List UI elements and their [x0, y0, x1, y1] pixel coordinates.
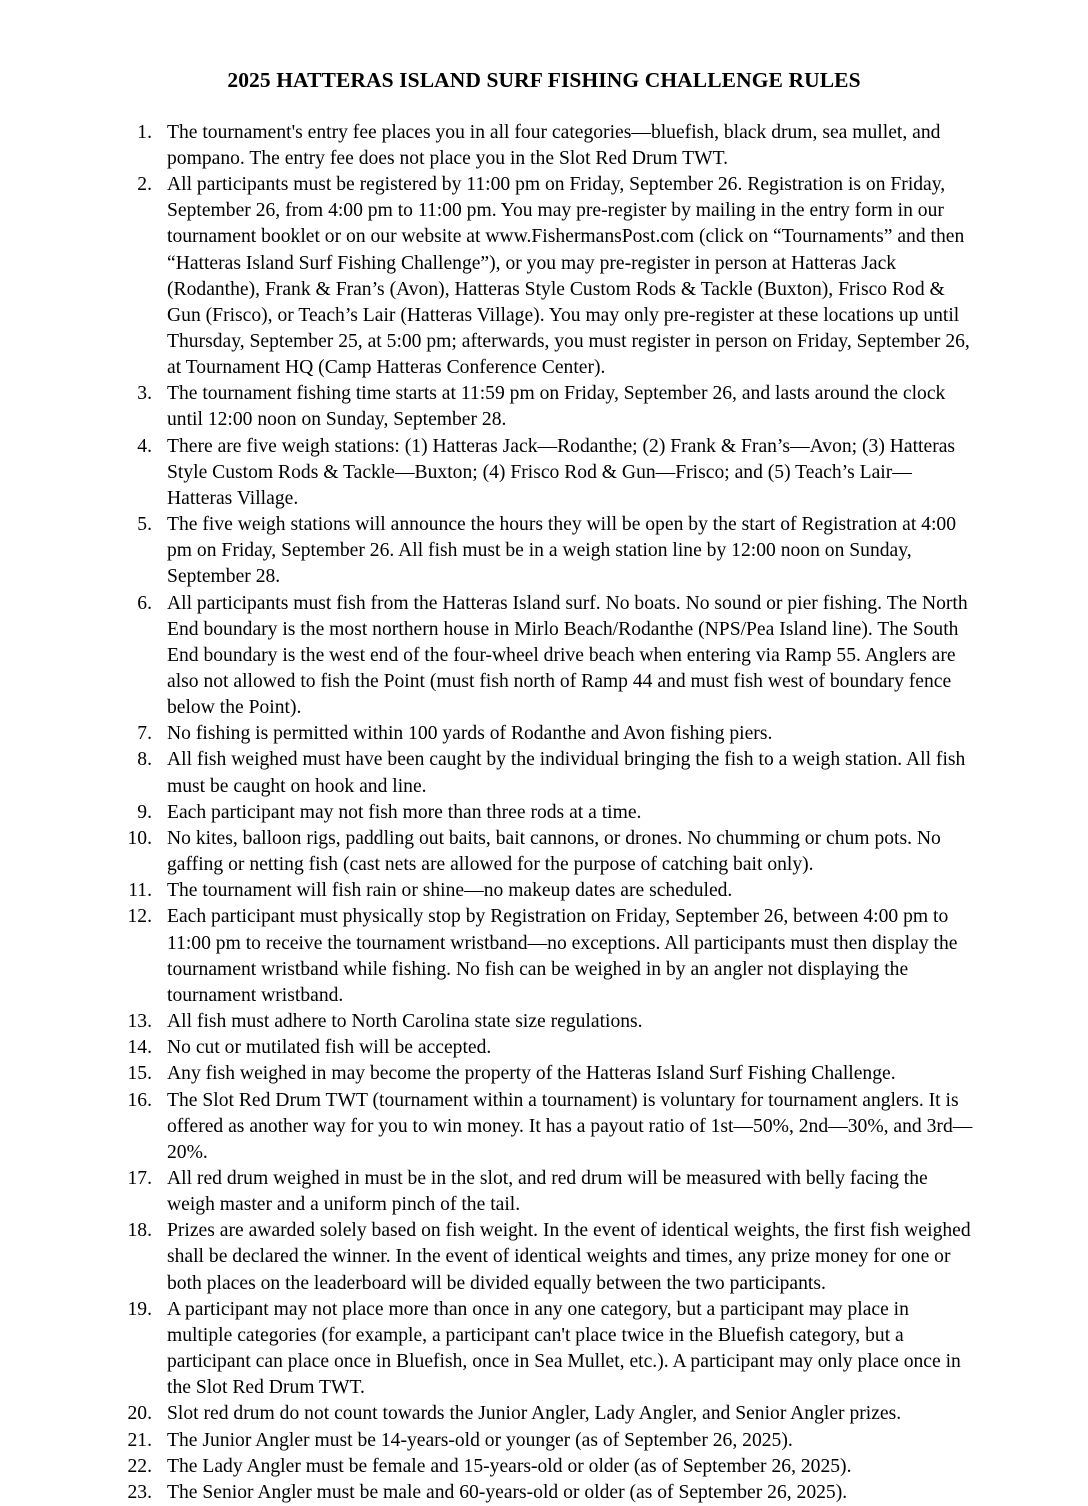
rule-number: 8. [137, 749, 152, 771]
rule-item [0, 1218, 1088, 1296]
rule-text: The tournament's entry fee places you in all four categories—bluefish, black drum, sea mullet, and pompano. The entry fee does not place you in the Slot Red Drum TWT. [167, 121, 941, 169]
rule-item [0, 904, 1088, 1009]
rule-number: 13. [127, 1011, 152, 1033]
rule-item [0, 1009, 1088, 1035]
rule-number: 10. [127, 827, 152, 849]
rule-text: The five weigh stations will announce the hours they will be open by the start of Registration at 4:00 pm on Friday, September 26. All fish must be in a weigh station line by 12:00 noon on Sunday, September 28. [167, 514, 957, 588]
rule-text: The Lady Angler must be female and 15-years-old or older (as of September 26, 2025). [167, 1455, 852, 1477]
rule-number: 11. [128, 880, 152, 902]
rule-item [0, 512, 1088, 590]
rule-item [0, 1166, 1088, 1218]
rule-number: 9. [137, 801, 152, 823]
rule-number: 12. [127, 906, 152, 928]
rule-text: There are five weigh stations: (1) Hatteras Jack—Rodanthe; (2) Frank & Fran’s—Avon; (3) Hatteras Style Custom Rods & Tackle—Buxton; (4) Frisco Rod & Gun—Frisco; and (5) Teach’s Lair—Hatteras Village. [167, 435, 956, 509]
rule-item [0, 1061, 1088, 1087]
rule-item [0, 1088, 1088, 1166]
rule-item [0, 172, 1088, 381]
rule-number: 22. [127, 1455, 152, 1477]
rule-item [0, 1035, 1088, 1061]
rule-text: No kites, balloon rigs, paddling out baits, bait cannons, or drones. No chumming or chum pots. No gaffing or netting fish (cast nets are allowed for the purpose of catching bait only). [167, 827, 941, 876]
rule-text: The Slot Red Drum TWT (tournament within a tournament) is voluntary for tournament anglers. It is offered as another way for you to win money. It has a payout ratio of 1st—50%, 2nd—30%, and 3rd—20%. [167, 1089, 973, 1163]
rule-number: 23. [127, 1481, 152, 1503]
rule-number: 20. [127, 1403, 152, 1425]
rule-number: 4. [137, 435, 152, 457]
rule-text: All participants must fish from the Hatteras Island surf. No boats. No sound or pier fishing. The North End boundary is the most northern house in Mirlo Beach/Rodanthe (NPS/Pea Island line). The South End boundary is the west end of the four-wheel drive beach when entering via Ramp 55. Anglers are also not allowed to fish the Point (must fish north of Ramp 44 and must fish west of boundary fence below the Point). [167, 592, 968, 719]
rule-item [0, 721, 1088, 747]
rule-number: 21. [127, 1429, 152, 1451]
rule-text: All participants must be registered by 11:00 pm on Friday, September 26. Registration is on Friday, September 26, from 4:00 pm to 11:00 pm. You may pre-register by mailing in the entry form in our tournament booklet or on our website at www.FishermansPost.com (click on “Tournaments” and then “Hatteras Island Surf Fishing Challenge”), or you may pre-register in person at Hatteras Jack (Rodanthe), Frank & Fran’s (Avon), Hatteras Style Custom Rods & Tackle (Buxton), Frisco Rod & Gun (Frisco), or Teach’s Lair (Hatteras Village). You may only pre-register at these locations up until Thursday, September 25, at 5:00 pm; afterwards, you must register in person on Friday, September 26, at Tournament HQ (Camp Hatteras Conference Center). [167, 174, 970, 379]
rule-item [0, 878, 1088, 904]
rule-text: All fish must adhere to North Carolina state size regulations. [167, 1011, 643, 1033]
rule-text: The tournament will fish rain or shine—no makeup dates are scheduled. [167, 880, 733, 902]
rules-list [0, 93, 1088, 1506]
rule-number: 19. [127, 1298, 152, 1320]
rule-item [0, 434, 1088, 512]
rule-number: 16. [127, 1089, 152, 1111]
rule-number: 2. [137, 174, 152, 196]
rule-text: The tournament fishing time starts at 11:59 pm on Friday, September 26, and lasts around the clock until 12:00 noon on Sunday, September 28. [167, 383, 946, 431]
rule-item [0, 1454, 1088, 1480]
rule-item [0, 120, 1088, 172]
page-title: 2025 HATTERAS ISLAND SURF FISHING CHALLENGE RULES [227, 68, 861, 92]
rule-text: Each participant must physically stop by Registration on Friday, September 26, between 4:00 pm to 11:00 pm to receive the tournament wristband—no exceptions. All participants must then display the tournament wristband while fishing. No fish can be weighed in by an angler not displaying the tournament wristband. [167, 906, 958, 1006]
rule-text: Prizes are awarded solely based on fish weight. In the event of identical weights, the first fish weighed shall be declared the winner. In the event of identical weights and times, any prize money for one or both places on the leaderboard will be divided equally between the two participants. [167, 1220, 971, 1294]
rule-text: Each participant may not fish more than three rods at a time. [167, 801, 642, 823]
rule-item [0, 381, 1088, 433]
rule-number: 5. [137, 514, 152, 536]
rule-text: The Senior Angler must be male and 60-years-old or older (as of September 26, 2025). [167, 1481, 848, 1503]
rule-number: 1. [137, 121, 152, 143]
rule-number: 15. [127, 1063, 152, 1085]
rule-number: 18. [127, 1220, 152, 1242]
rule-item [0, 1428, 1088, 1454]
rule-text: A participant may not place more than once in any one category, but a participant may place in multiple categories (for example, a participant can't place twice in the Bluefish category, but a participant can place once in Bluefish, once in Sea Mullet, etc.). A participant may only place once in the Slot Red Drum TWT. [167, 1298, 961, 1399]
rule-number: 3. [137, 383, 152, 405]
rule-item [0, 826, 1088, 878]
rule-number: 14. [127, 1037, 152, 1059]
rule-text: Slot red drum do not count towards the Junior Angler, Lady Angler, and Senior Angler prizes. [167, 1403, 902, 1425]
rule-text: The Junior Angler must be 14-years-old or younger (as of September 26, 2025). [167, 1429, 793, 1451]
rule-item [0, 1401, 1088, 1427]
rule-number: 6. [137, 592, 152, 614]
rule-item [0, 591, 1088, 722]
rule-text: Any fish weighed in may become the property of the Hatteras Island Surf Fishing Challenge. [167, 1063, 896, 1085]
rule-text: No fishing is permitted within 100 yards of Rodanthe and Avon fishing piers. [167, 723, 773, 745]
rule-item [0, 747, 1088, 799]
rule-item [0, 800, 1088, 826]
rule-number: 17. [127, 1167, 152, 1189]
rule-number: 7. [137, 723, 152, 745]
rule-text: All red drum weighed in must be in the slot, and red drum will be measured with belly facing the weigh master and a uniform pinch of the tail. [167, 1167, 928, 1216]
rule-text: All fish weighed must have been caught by the individual bringing the fish to a weigh station. All fish must be caught on hook and line. [167, 749, 966, 797]
rule-text: No cut or mutilated fish will be accepted. [167, 1037, 492, 1059]
rule-item [0, 1480, 1088, 1506]
rule-item [0, 1297, 1088, 1402]
